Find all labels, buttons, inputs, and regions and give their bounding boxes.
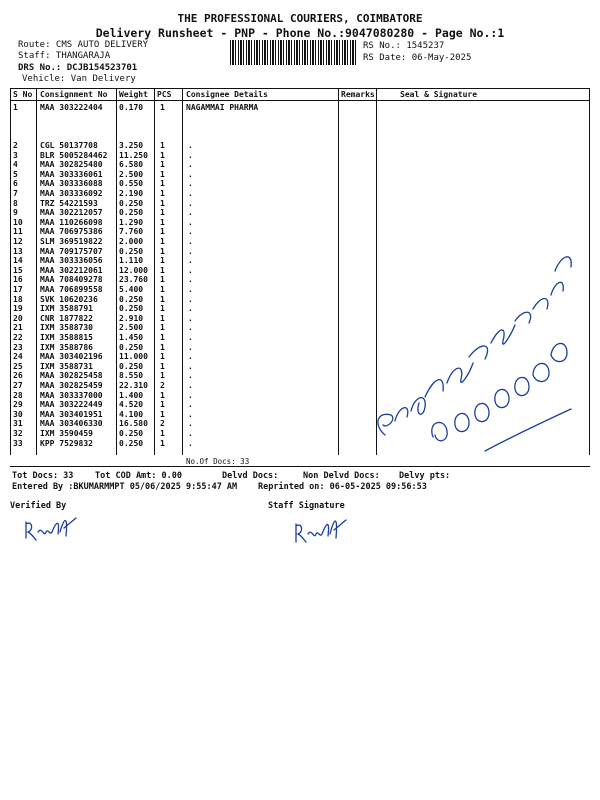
row-consignment: MAA 303402196 [40,352,103,362]
row-sno: 10 [13,217,23,227]
table-right-border [589,88,590,455]
row-consignment: SLM 369519822 [40,237,103,246]
staff-text: Staff: THANGARAJA [18,51,111,61]
row-consignee: . [188,150,193,160]
row-pcs: 1 [160,227,165,237]
row-sno: 33 [13,438,23,448]
row-consignee: . [188,275,193,285]
row-consignment: CNR 1877822 [40,313,93,323]
row-weight: 0.250 [119,294,144,304]
row-consignment: MAA 303337000 [40,390,103,400]
row-consignment: IXM 3590459 [40,429,93,438]
row-weight: 0.250 [119,304,144,314]
row-weight: 0.250 [119,342,144,352]
row-consignee: . [188,237,193,246]
staff-signature-scribble [290,508,360,548]
row-sno: 25 [13,361,23,371]
row-weight: 3.250 [119,141,144,150]
row-consignee: . [188,333,193,342]
row-pcs: 1 [160,294,165,304]
row-consignment: MAA 303222449 [40,400,103,410]
row-pcs: 1 [160,160,165,170]
row-sno: 24 [13,352,23,362]
row-consignee: . [188,342,193,352]
row-sno: 19 [13,304,23,314]
row-pcs: 1 [160,150,165,160]
row-consignment: MAA 302825458 [40,371,103,381]
row-consignee: . [188,227,193,237]
row-weight: 12.000 [119,265,148,275]
row-weight: 11.250 [119,150,148,160]
row-sno: 16 [13,275,23,285]
col-divider-5 [338,88,339,455]
row-consignee: . [188,217,193,227]
row-weight: 0.250 [119,429,144,438]
col-seal-signature: Seal & Signature [400,90,478,99]
row-weight: 5.400 [119,285,144,294]
row-weight: 1.450 [119,333,144,342]
row-pcs: 1 [160,409,165,419]
row-1-consignee: NAGAMMAI PHARMA [186,103,259,112]
row-sno: 5 [13,169,18,179]
row-consignment: MAA 302825480 [40,160,103,170]
row-consignee: . [188,285,193,294]
row-consignee: . [188,438,193,448]
row-sno: 23 [13,342,23,352]
row-sno: 4 [13,160,18,170]
row-pcs: 1 [160,304,165,314]
col-consignment: Consignment No [40,90,108,99]
row-consignee: . [188,208,193,218]
row-pcs: 1 [160,323,165,333]
entered-by: Entered By :BKUMARMMPT 05/06/2025 9:55:47 AM [12,482,238,492]
row-weight: 0.550 [119,179,144,189]
row-consignment: SVK 10620236 [40,294,98,304]
row-consignment: IXM 3588731 [40,361,93,371]
row-consignment: KPP 7529832 [40,438,93,448]
row-consignment: MAA 302212057 [40,208,103,218]
col-divider-3 [154,88,155,455]
row-consignee: . [188,429,193,438]
row-pcs: 2 [160,419,165,429]
row-consignment: MAA 303336061 [40,169,103,179]
row-weight: 0.250 [119,361,144,371]
row-1-weight: 0.170 [119,103,144,112]
row-sno: 8 [13,198,18,208]
row-weight: 4.520 [119,400,144,410]
row-pcs: 1 [160,333,165,342]
row-sno: 31 [13,419,23,429]
row-sno: 18 [13,294,23,304]
table-top-border [10,88,590,89]
row-consignee: . [188,419,193,429]
row-weight: 2.500 [119,323,144,333]
row-consignee: . [188,409,193,419]
row-consignee: . [188,323,193,333]
row-pcs: 1 [160,390,165,400]
row-consignee: . [188,246,193,256]
row-sno: 29 [13,400,23,410]
row-sno: 28 [13,390,23,400]
row-consignee: . [188,160,193,170]
row-sno: 13 [13,246,23,256]
row-sno: 7 [13,189,18,198]
row-consignee: . [188,256,193,266]
row-pcs: 1 [160,313,165,323]
row-weight: 0.250 [119,208,144,218]
row-consignee: . [188,265,193,275]
row-pcs: 1 [160,256,165,266]
row-weight: 1.110 [119,256,144,266]
vehicle-text: Vehicle: Van Delivery [22,74,136,84]
row-weight: 0.250 [119,246,144,256]
row-consignee: . [188,304,193,314]
row-weight: 0.250 [119,198,144,208]
row-sno: 26 [13,371,23,381]
row-weight: 11.000 [119,352,148,362]
staff-signature-label: Staff Signature [268,501,345,511]
row-pcs: 2 [160,381,165,390]
tot-cod-amt: Tot COD Amt: 0.00 [95,471,182,481]
row-consignee: . [188,361,193,371]
row-sno: 22 [13,333,23,342]
row-pcs: 1 [160,438,165,448]
row-sno: 6 [13,179,18,189]
row-pcs: 1 [160,429,165,438]
row-consignment: IXM 3588815 [40,333,93,342]
row-pcs: 1 [160,237,165,246]
row-pcs: 1 [160,352,165,362]
row-consignment: MAA 110266098 [40,217,103,227]
row-consignee: . [188,400,193,410]
row-weight: 8.550 [119,371,144,381]
row-1-consignment: MAA 303222404 [40,103,103,112]
row-pcs: 1 [160,246,165,256]
row-sno: 32 [13,429,23,438]
col-divider-1 [36,88,37,455]
row-consignee: . [188,313,193,323]
row-sno: 27 [13,381,23,390]
row-consignment: TRZ 54221593 [40,198,98,208]
table-bottom-border [10,466,590,467]
row-pcs: 1 [160,189,165,198]
row-weight: 7.760 [119,227,144,237]
row-weight: 6.580 [119,160,144,170]
row-pcs: 1 [160,285,165,294]
row-consignee: . [188,141,193,150]
tot-docs: Tot Docs: 33 [12,471,74,481]
row-sno: 15 [13,265,23,275]
row-sno: 17 [13,285,23,294]
rs-number: RS No.: 1545237 [363,41,445,51]
col-divider-4 [182,88,183,455]
row-consignment: MAA 706975386 [40,227,103,237]
row-sno: 21 [13,323,23,333]
row-pcs: 1 [160,361,165,371]
row-weight: 22.310 [119,381,148,390]
row-weight: 23.760 [119,275,148,285]
row-pcs: 1 [160,141,165,150]
row-pcs: 1 [160,400,165,410]
col-weight: Weight [119,90,148,99]
row-consignment: MAA 709175707 [40,246,103,256]
col-divider-2 [116,88,117,455]
row-consignment: MAA 706899558 [40,285,103,294]
row-consignment: IXM 3588730 [40,323,93,333]
col-pcs: PCS [157,90,172,99]
row-1-sno: 1 [13,103,18,112]
row-weight: 2.190 [119,189,144,198]
row-sno: 14 [13,256,23,266]
row-weight: 16.580 [119,419,148,429]
row-consignee: . [188,179,193,189]
row-pcs: 1 [160,265,165,275]
col-consignee: Consignee Details [186,90,268,99]
row-pcs: 1 [160,217,165,227]
row-consignment: MAA 303401951 [40,409,103,419]
row-consignee: . [188,352,193,362]
row-consignment: IXM 3588791 [40,304,93,314]
row-weight: 2.910 [119,313,144,323]
col-remarks: Remarks [341,90,375,99]
row-consignment: MAA 303336092 [40,189,103,198]
row-consignment: MAA 303406330 [40,419,103,429]
row-weight: 2.500 [119,169,144,179]
drs-number: DRS No.: DCJB154523701 [18,63,138,73]
company-title: THE PROFESSIONAL COURIERS, COIMBATORE [177,12,423,25]
header-underline [10,100,590,101]
row-weight: 1.290 [119,217,144,227]
reprinted-on: Reprinted on: 06-05-2025 09:56:53 [258,482,427,492]
col-sno: S No [13,90,33,99]
rs-date: RS Date: 06-May-2025 [363,53,472,63]
row-sno: 11 [13,227,23,237]
row-pcs: 1 [160,275,165,285]
no-of-docs: No.Of Docs: 33 [186,457,250,466]
row-consignment: MAA 708409278 [40,275,103,285]
row-sno: 30 [13,409,23,419]
row-sno: 20 [13,313,23,323]
row-pcs: 1 [160,371,165,381]
row-1-pcs: 1 [160,103,165,112]
row-consignee: . [188,371,193,381]
handwritten-note [365,225,585,455]
non-delvd-docs: Non Delvd Docs: [303,471,380,481]
row-consignment: IXM 3588786 [40,342,93,352]
row-sno: 12 [13,237,23,246]
row-consignment: BLR 5005284462 [40,150,108,160]
row-pcs: 1 [160,342,165,352]
row-consignee: . [188,198,193,208]
delvy-pts: Delvy pts: [399,471,451,481]
table-left-border [10,88,11,455]
row-consignment: CGL 50137708 [40,141,98,150]
delvd-docs: Delvd Docs: [222,471,279,481]
runsheet-subtitle: Delivery Runsheet - PNP - Phone No.:9047080280 - Page No.:1 [95,26,505,40]
route-text: Route: CMS AUTO DELIVERY [18,40,149,50]
row-consignment: MAA 303336088 [40,179,103,189]
row-consignment: MAA 302825459 [40,381,103,390]
row-pcs: 1 [160,208,165,218]
row-weight: 4.100 [119,409,144,419]
row-sno: 3 [13,150,18,160]
verified-signature-scribble [20,508,90,548]
row-sno: 2 [13,141,18,150]
row-pcs: 1 [160,179,165,189]
row-consignment: MAA 303336056 [40,256,103,266]
row-consignee: . [188,169,193,179]
row-sno: 9 [13,208,18,218]
row-pcs: 1 [160,198,165,208]
row-consignee: . [188,294,193,304]
row-pcs: 1 [160,169,165,179]
row-consignee: . [188,381,193,390]
barcode [230,40,358,65]
verified-by-label: Verified By [10,501,67,511]
row-weight: 0.250 [119,438,144,448]
row-weight: 1.400 [119,390,144,400]
row-consignee: . [188,189,193,198]
row-consignee: . [188,390,193,400]
row-weight: 2.000 [119,237,144,246]
row-consignment: MAA 302212061 [40,265,103,275]
